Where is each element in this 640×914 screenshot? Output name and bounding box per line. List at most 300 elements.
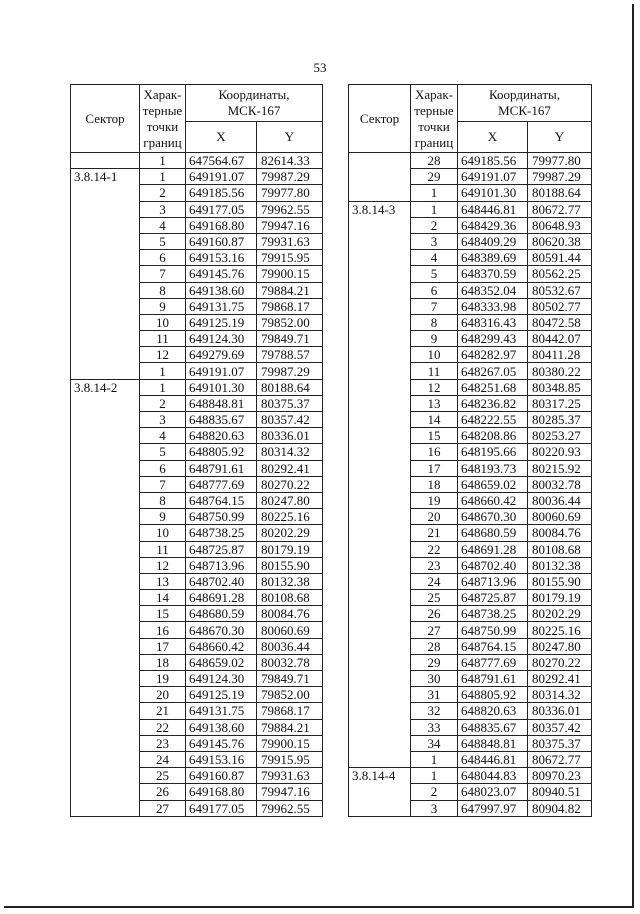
- x-coordinate: 648725.87: [186, 541, 257, 557]
- y-coordinate: 79852.00: [257, 314, 323, 330]
- x-coordinate: 648282.97: [458, 347, 528, 363]
- table-row: [349, 460, 592, 476]
- table-row: [349, 541, 592, 557]
- x-coordinate: 648791.61: [458, 671, 528, 687]
- x-coordinate: 648659.02: [186, 654, 257, 670]
- sector-cell: [71, 282, 140, 298]
- point-number: 15: [411, 428, 458, 444]
- table-row: [71, 638, 323, 654]
- x-coordinate: 648848.81: [186, 395, 257, 411]
- x-coordinate: 648820.63: [458, 703, 528, 719]
- point-number: 9: [411, 331, 458, 347]
- sector-cell: [349, 412, 411, 428]
- x-coordinate: 648702.40: [458, 557, 528, 573]
- sector-cell: [349, 573, 411, 589]
- sector-cell: [349, 233, 411, 249]
- point-number: 2: [140, 395, 186, 411]
- table-row: [71, 525, 323, 541]
- table-row: [71, 800, 323, 816]
- y-coordinate: 80247.80: [257, 492, 323, 508]
- y-coordinate: 80215.92: [528, 460, 592, 476]
- x-coordinate: 649191.07: [458, 169, 528, 185]
- point-number: 1: [140, 379, 186, 395]
- y-coordinate: 80314.32: [257, 444, 323, 460]
- y-coordinate: 80188.64: [257, 379, 323, 395]
- sector-cell: [349, 492, 411, 508]
- table-row: [71, 687, 323, 703]
- sector-cell: [349, 314, 411, 330]
- table-row: [349, 735, 592, 751]
- sector-cell: [349, 800, 411, 816]
- point-number: 22: [140, 719, 186, 735]
- table-row: [71, 314, 323, 330]
- table-row: [349, 169, 592, 185]
- x-coordinate: 649168.80: [186, 784, 257, 800]
- point-number: 19: [411, 492, 458, 508]
- y-coordinate: 80648.93: [528, 217, 592, 233]
- sector-cell: [71, 703, 140, 719]
- table-row: [349, 671, 592, 687]
- point-number: 17: [140, 638, 186, 654]
- y-coordinate: 79915.95: [257, 751, 323, 767]
- y-coordinate: 80562.25: [528, 266, 592, 282]
- x-coordinate: 648725.87: [458, 590, 528, 606]
- sector-cell: [349, 331, 411, 347]
- table-row: [349, 153, 592, 169]
- y-coordinate: 80940.51: [528, 784, 592, 800]
- x-coordinate: 648660.42: [186, 638, 257, 654]
- sector-cell: 3.8.14-1: [71, 169, 140, 185]
- x-coordinate: 648222.55: [458, 412, 528, 428]
- sector-cell: [349, 169, 411, 185]
- sector-cell: [71, 298, 140, 314]
- table-row: [349, 298, 592, 314]
- table-row: [71, 153, 323, 169]
- point-number: 23: [140, 735, 186, 751]
- x-coordinate: 648446.81: [458, 751, 528, 767]
- point-number: 5: [411, 266, 458, 282]
- x-coordinate: 648764.15: [458, 638, 528, 654]
- point-number: 33: [411, 719, 458, 735]
- sector-cell: [71, 573, 140, 589]
- point-number: 1: [140, 153, 186, 169]
- table-row: [71, 185, 323, 201]
- x-coordinate: 649125.19: [186, 687, 257, 703]
- y-coordinate: 82614.33: [257, 153, 323, 169]
- y-coordinate: 80060.69: [528, 509, 592, 525]
- table-row: [349, 606, 592, 622]
- y-coordinate: 80292.41: [257, 460, 323, 476]
- y-coordinate: 80285.37: [528, 412, 592, 428]
- y-coordinate: 79947.16: [257, 217, 323, 233]
- table-row: [349, 444, 592, 460]
- point-number: 4: [140, 217, 186, 233]
- point-number: 1: [411, 768, 458, 784]
- right-table-body: [349, 153, 592, 817]
- point-number: 15: [140, 606, 186, 622]
- table-row: [71, 444, 323, 460]
- sector-cell: [349, 638, 411, 654]
- point-number: 10: [140, 525, 186, 541]
- header-coordinates: Координаты, МСК-167: [458, 85, 592, 122]
- point-number: 22: [411, 541, 458, 557]
- table-row: [349, 509, 592, 525]
- x-coordinate: 648208.86: [458, 428, 528, 444]
- x-coordinate: 648777.69: [458, 654, 528, 670]
- sector-cell: [71, 347, 140, 363]
- y-coordinate: 80247.80: [528, 638, 592, 654]
- point-number: 1: [411, 185, 458, 201]
- table-row: [349, 751, 592, 767]
- point-number: 12: [140, 347, 186, 363]
- sector-cell: [349, 606, 411, 622]
- table-row: [71, 573, 323, 589]
- table-row: [349, 185, 592, 201]
- sector-cell: [349, 784, 411, 800]
- sector-cell: [71, 250, 140, 266]
- x-coordinate: 648805.92: [458, 687, 528, 703]
- sector-cell: [71, 525, 140, 541]
- y-coordinate: 79931.63: [257, 233, 323, 249]
- x-coordinate: 648764.15: [186, 492, 257, 508]
- table-row: [71, 428, 323, 444]
- point-number: 27: [411, 622, 458, 638]
- x-coordinate: 648446.81: [458, 201, 528, 217]
- x-coordinate: 648848.81: [458, 735, 528, 751]
- y-coordinate: 80270.22: [528, 654, 592, 670]
- sector-cell: [71, 476, 140, 492]
- sector-cell: [71, 363, 140, 379]
- x-coordinate: 649101.30: [458, 185, 528, 201]
- y-coordinate: 80502.77: [528, 298, 592, 314]
- sector-cell: [349, 153, 411, 169]
- x-coordinate: 648750.99: [458, 622, 528, 638]
- table-row: [349, 638, 592, 654]
- y-coordinate: 80357.42: [257, 412, 323, 428]
- table-row: [71, 590, 323, 606]
- y-coordinate: 80220.93: [528, 444, 592, 460]
- y-coordinate: 79849.71: [257, 671, 323, 687]
- y-coordinate: 80904.82: [528, 800, 592, 816]
- point-number: 21: [411, 525, 458, 541]
- x-coordinate: 648713.96: [458, 573, 528, 589]
- table-row: [71, 363, 323, 379]
- x-coordinate: 648660.42: [458, 492, 528, 508]
- sector-cell: 3.8.14-4: [349, 768, 411, 784]
- y-coordinate: 80411.28: [528, 347, 592, 363]
- table-row: [71, 347, 323, 363]
- point-number: 31: [411, 687, 458, 703]
- sector-cell: [71, 233, 140, 249]
- table-row: [71, 201, 323, 217]
- table-row: [349, 233, 592, 249]
- table-row: [71, 460, 323, 476]
- point-number: 19: [140, 671, 186, 687]
- sector-cell: [349, 444, 411, 460]
- y-coordinate: 79884.21: [257, 719, 323, 735]
- point-number: 25: [140, 768, 186, 784]
- sector-cell: [349, 347, 411, 363]
- table-row: [349, 266, 592, 282]
- table-row: [71, 654, 323, 670]
- sector-cell: [71, 509, 140, 525]
- point-number: 24: [411, 573, 458, 589]
- point-number: 8: [411, 314, 458, 330]
- table-row: [71, 509, 323, 525]
- point-number: 21: [140, 703, 186, 719]
- x-coordinate: 649185.56: [186, 185, 257, 201]
- point-number: 29: [411, 654, 458, 670]
- point-number: 14: [411, 412, 458, 428]
- y-coordinate: 79788.57: [257, 347, 323, 363]
- x-coordinate: 649124.30: [186, 331, 257, 347]
- table-row: [349, 573, 592, 589]
- sector-cell: [71, 557, 140, 573]
- y-coordinate: 80348.85: [528, 379, 592, 395]
- x-coordinate: 647997.97: [458, 800, 528, 816]
- point-number: 26: [411, 606, 458, 622]
- y-coordinate: 80672.77: [528, 751, 592, 767]
- y-coordinate: 79868.17: [257, 298, 323, 314]
- y-coordinate: 80032.78: [257, 654, 323, 670]
- point-number: 20: [411, 509, 458, 525]
- x-coordinate: 649191.07: [186, 363, 257, 379]
- sector-cell: [71, 735, 140, 751]
- sector-cell: [71, 217, 140, 233]
- y-coordinate: 79852.00: [257, 687, 323, 703]
- point-number: 10: [411, 347, 458, 363]
- table-row: [71, 719, 323, 735]
- x-coordinate: 648299.43: [458, 331, 528, 347]
- sector-cell: [71, 800, 140, 816]
- table-row: [71, 250, 323, 266]
- point-number: 5: [140, 444, 186, 460]
- table-row: [71, 671, 323, 687]
- x-coordinate: 648316.43: [458, 314, 528, 330]
- x-coordinate: 648777.69: [186, 476, 257, 492]
- point-number: 18: [140, 654, 186, 670]
- y-coordinate: 80155.90: [528, 573, 592, 589]
- table-row: [349, 282, 592, 298]
- x-coordinate: 649145.76: [186, 735, 257, 751]
- sector-cell: [349, 654, 411, 670]
- point-number: 3: [140, 412, 186, 428]
- point-number: 10: [140, 314, 186, 330]
- sector-cell: [71, 460, 140, 476]
- table-row: [349, 379, 592, 395]
- x-coordinate: 649160.87: [186, 768, 257, 784]
- point-number: 2: [411, 784, 458, 800]
- sector-cell: [349, 428, 411, 444]
- point-number: 32: [411, 703, 458, 719]
- x-coordinate: 649168.80: [186, 217, 257, 233]
- sector-cell: [71, 444, 140, 460]
- point-number: 7: [140, 476, 186, 492]
- sector-cell: [349, 622, 411, 638]
- page-number: 53: [313, 60, 327, 75]
- x-coordinate: 648659.02: [458, 476, 528, 492]
- sector-cell: [349, 590, 411, 606]
- sector-cell: [71, 768, 140, 784]
- table-row: [71, 298, 323, 314]
- x-coordinate: 648738.25: [458, 606, 528, 622]
- point-number: 3: [140, 201, 186, 217]
- sector-cell: [349, 266, 411, 282]
- point-number: 1: [411, 751, 458, 767]
- x-coordinate: 649131.75: [186, 703, 257, 719]
- table-row: [71, 379, 323, 395]
- sector-cell: 3.8.14-2: [71, 379, 140, 395]
- point-number: 24: [140, 751, 186, 767]
- table-row: [349, 784, 592, 800]
- table-row: [349, 250, 592, 266]
- x-coordinate: 648680.59: [458, 525, 528, 541]
- x-coordinate: 649138.60: [186, 719, 257, 735]
- x-coordinate: 648193.73: [458, 460, 528, 476]
- y-coordinate: 80672.77: [528, 201, 592, 217]
- y-coordinate: 79915.95: [257, 250, 323, 266]
- y-coordinate: 80336.01: [257, 428, 323, 444]
- sector-cell: [349, 282, 411, 298]
- point-number: 6: [411, 282, 458, 298]
- point-number: 8: [140, 282, 186, 298]
- y-coordinate: 80036.44: [257, 638, 323, 654]
- y-coordinate: 79849.71: [257, 331, 323, 347]
- sector-cell: [349, 719, 411, 735]
- header-y: Y: [257, 122, 323, 153]
- point-number: 3: [411, 233, 458, 249]
- point-number: 8: [140, 492, 186, 508]
- table-row: [71, 557, 323, 573]
- table-row: [71, 768, 323, 784]
- table-row: [349, 428, 592, 444]
- table-row: [71, 331, 323, 347]
- sector-cell: [349, 703, 411, 719]
- table-row: [71, 282, 323, 298]
- table-row: [71, 492, 323, 508]
- x-coordinate: 649177.05: [186, 201, 257, 217]
- x-coordinate: 648702.40: [186, 573, 257, 589]
- sector-cell: [71, 671, 140, 687]
- point-number: 1: [140, 363, 186, 379]
- point-number: 1: [411, 201, 458, 217]
- point-number: 6: [140, 460, 186, 476]
- sector-cell: [71, 638, 140, 654]
- y-coordinate: 79931.63: [257, 768, 323, 784]
- y-coordinate: 80292.41: [528, 671, 592, 687]
- x-coordinate: 649153.16: [186, 250, 257, 266]
- x-coordinate: 648023.07: [458, 784, 528, 800]
- point-number: 16: [140, 622, 186, 638]
- y-coordinate: 79900.15: [257, 735, 323, 751]
- sector-cell: [71, 590, 140, 606]
- header-characteristic-points: Харак- терные точки границ: [140, 85, 186, 153]
- y-coordinate: 80375.37: [528, 735, 592, 751]
- point-number: 28: [411, 638, 458, 654]
- header-x: X: [186, 122, 257, 153]
- sector-cell: [71, 266, 140, 282]
- table-row: [71, 784, 323, 800]
- y-coordinate: 80591.44: [528, 250, 592, 266]
- x-coordinate: 648791.61: [186, 460, 257, 476]
- y-coordinate: 80155.90: [257, 557, 323, 573]
- point-number: 25: [411, 590, 458, 606]
- point-number: 4: [140, 428, 186, 444]
- y-coordinate: 80179.19: [257, 541, 323, 557]
- x-coordinate: 648044.83: [458, 768, 528, 784]
- table-row: [71, 751, 323, 767]
- x-coordinate: 649124.30: [186, 671, 257, 687]
- x-coordinate: 649279.69: [186, 347, 257, 363]
- y-coordinate: 80442.07: [528, 331, 592, 347]
- y-coordinate: 79962.55: [257, 800, 323, 816]
- y-coordinate: 79947.16: [257, 784, 323, 800]
- table-row: [349, 622, 592, 638]
- header-coordinates: Координаты, МСК-167: [186, 85, 323, 122]
- y-coordinate: 80108.68: [528, 541, 592, 557]
- table-row: [71, 217, 323, 233]
- y-coordinate: 80472.58: [528, 314, 592, 330]
- y-coordinate: 80225.16: [257, 509, 323, 525]
- x-coordinate: 648835.67: [186, 412, 257, 428]
- x-coordinate: 648429.36: [458, 217, 528, 233]
- table-row: [71, 606, 323, 622]
- y-coordinate: 79977.80: [257, 185, 323, 201]
- point-number: 13: [140, 573, 186, 589]
- point-number: 2: [140, 185, 186, 201]
- point-number: 11: [411, 363, 458, 379]
- table-row: [71, 622, 323, 638]
- sector-cell: [71, 687, 140, 703]
- sector-cell: [349, 525, 411, 541]
- x-coordinate: 648750.99: [186, 509, 257, 525]
- x-coordinate: 649125.19: [186, 314, 257, 330]
- point-number: 23: [411, 557, 458, 573]
- y-coordinate: 80108.68: [257, 590, 323, 606]
- x-coordinate: 649138.60: [186, 282, 257, 298]
- y-coordinate: 80202.29: [257, 525, 323, 541]
- y-coordinate: 79987.29: [257, 363, 323, 379]
- x-coordinate: 649101.30: [186, 379, 257, 395]
- y-coordinate: 79900.15: [257, 266, 323, 282]
- x-coordinate: 648805.92: [186, 444, 257, 460]
- table-row: [71, 735, 323, 751]
- x-coordinate: 649177.05: [186, 800, 257, 816]
- sector-cell: [349, 395, 411, 411]
- y-coordinate: 80032.78: [528, 476, 592, 492]
- sector-cell: [71, 606, 140, 622]
- y-coordinate: 79884.21: [257, 282, 323, 298]
- header-sector: Сектор: [349, 85, 411, 153]
- table-row: [349, 719, 592, 735]
- table-row: [71, 703, 323, 719]
- point-number: 3: [411, 800, 458, 816]
- x-coordinate: 649131.75: [186, 298, 257, 314]
- sector-cell: [349, 476, 411, 492]
- sector-cell: [349, 751, 411, 767]
- sector-cell: [71, 153, 140, 169]
- x-coordinate: 648691.28: [186, 590, 257, 606]
- table-row: [349, 331, 592, 347]
- sector-cell: [349, 460, 411, 476]
- y-coordinate: 79987.29: [257, 169, 323, 185]
- sector-cell: [349, 250, 411, 266]
- header-x: X: [458, 122, 528, 153]
- y-coordinate: 79962.55: [257, 201, 323, 217]
- y-coordinate: 80317.25: [528, 395, 592, 411]
- point-number: 20: [140, 687, 186, 703]
- point-number: 26: [140, 784, 186, 800]
